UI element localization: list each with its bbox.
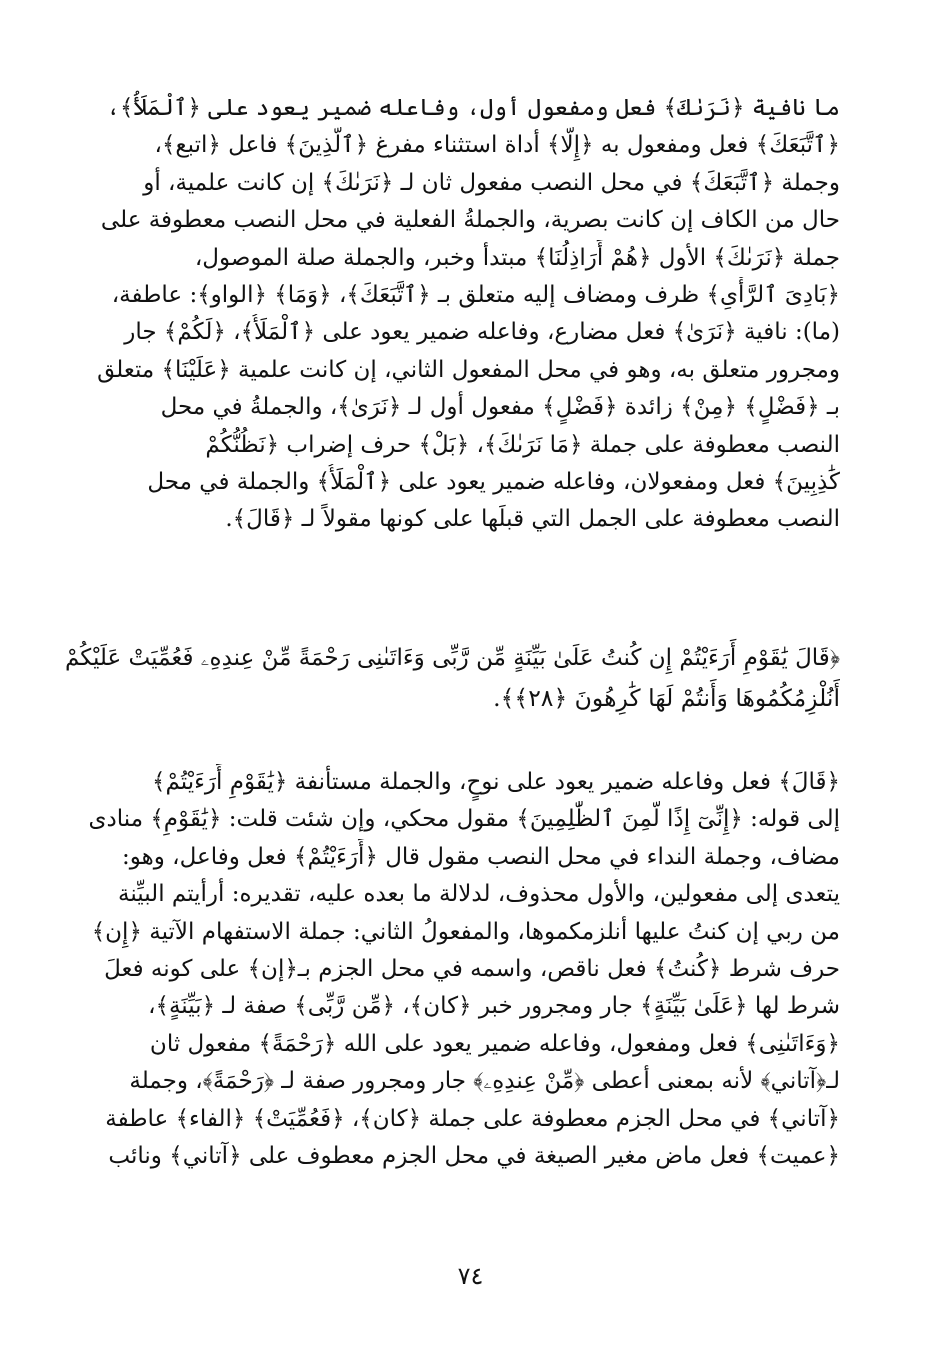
page-number: ٧٤ [457,1262,484,1290]
paragraph-parsing-2 [64,764,840,1175]
text-line: مضاف، وجملة النداء في محل النصب مقول قال ﴿أَرَءَيْتُمْ﴾ فعل وفاعل، وهو: [122,843,840,870]
text-line: ما نافية ﴿نَرَىٰكَ﴾ فعل ومفعول أول، وفاعله ضمير يعود على ﴿ٱلْمَلَأُ﴾، [106,95,840,121]
text-line: النصب معطوفة على جملة ﴿مَا نَرَىٰكَ﴾، ﴿بَلْ﴾ حرف إضراب ﴿نَظُنُّكُمْ [205,431,840,458]
verse-line: أَنُلْزِمُكُمُوهَا وَأَنتُمْ لَهَا كَٰرِهُونَ ﴿٢٨﴾﴾. [493,684,840,712]
quran-verse [64,638,840,718]
text-line: من ربي إن كنتُ عليها أنلزمكموها، والمفعولُ الثاني: جملة الاستفهام الآتية ﴿إِن﴾ [91,918,840,945]
text-line: شرط لها ﴿عَلَىٰ بَيِّنَةٍ﴾ جار ومجرور خبر ﴿كان﴾، ﴿مِّن رَّبِّى﴾ صفة لـ ﴿بَيِّنَةٍ﴾، [148,993,840,1020]
text-line: ﴿آتاني﴾ في محل الجزم معطوفة على جملة ﴿كان﴾، ﴿فَعُمِّيَتْ﴾ ﴿الفاء﴾ عاطفة [105,1105,840,1132]
text-line: إلى قوله: ﴿إِنِّىٓ إِذًا لَّمِنَ ٱلظَّٰلِمِينَ﴾ مقول محكي، وإن شئت قلت: ﴿يَٰقَوْمِ﴾ منادى [88,806,840,833]
text-line: يتعدى إلى مفعولين، والأول محذوف، لدلالة ما بعده عليه، تقديره: أرأيتم البيِّنة [118,881,840,908]
text-line: حرف شرط ﴿كُنتُ﴾ فعل ناقص، واسمه في محل الجزم بـ﴿إن﴾ على كونه فعلَ [104,956,840,983]
text-line: ﴿بَادِىَ ٱلرَّأْىِ﴾ ظرف ومضاف إليه متعلق بـ ﴿ٱتَّبَعَكَ﴾، ﴿وَمَا﴾ ﴿الواو﴾: عاطفة، [111,282,840,309]
text-line: حال من الكاف إن كانت بصرية، والجملةُ الفعلية في محل النصب معطوفة على [100,207,840,234]
text-line: ﴿وَءَاتَىٰنِى﴾ فعل ومفعول، وفاعله ضمير يعود على الله ﴿رَحْمَةً﴾ مفعول ثان [149,1030,840,1057]
text-line: ومجرور متعلق به، وهو في محل المفعول الثاني، إن كانت علمية ﴿عَلَيْنَا﴾ متعلق [97,356,840,383]
verse-line: ﴿قَالَ يَٰقَوْمِ أَرَءَيْتُمْ إِن كُنتُ عَلَىٰ بَيِّنَةٍ مِّن رَّبِّى وَءَاتَىٰنِى رَحْمَةً مِّنْ عِندِهِۦ فَعُمِّيَتْ عَلَيْكُمْ [64,645,840,671]
text-line: وجملة ﴿ٱتَّبَعَكَ﴾ في محل النصب مفعول ثان لـ ﴿نَرَىٰكَ﴾ إن كانت علمية، أو [143,169,840,196]
text-line: كَٰذِبِينَ﴾ فعل ومفعولان، وفاعله ضمير يعود على ﴿ٱلْمَلَأُ﴾ والجملة في محل [147,469,840,496]
text-line: ﴿قَالَ﴾ فعل وفاعله ضمير يعود على نوحٍ، والجملة مستأنفة ﴿يَٰقَوْمِ أَرَءَيْتُمْ﴾ [151,769,840,795]
text-line: بـ ﴿فَضْلٍ﴾ ﴿مِنْ﴾ زائدة ﴿فَضْلٍ﴾ مفعول أول لـ ﴿نَرَىٰ﴾، والجملةُ في محل [160,394,840,421]
text-line: ﴿ٱتَّبَعَكَ﴾ فعل ومفعول به ﴿إِلَّا﴾ أداة استثناء مفرغ ﴿ٱلَّذِينَ﴾ فاعل ﴿اتبع﴾، [154,132,840,159]
text-line: النصب معطوفة على الجمل التي قبلَها على كونها مقولاً لـ ﴿قَالَ﴾. [225,506,840,533]
paragraph-parsing-1 [64,90,840,539]
text-line: ﴿عميت﴾ فعل ماض مغير الصيغة في محل الجزم معطوف على ﴿آتاني﴾ ونائب [108,1143,840,1170]
text-line: (ما): نافية ﴿نَرَىٰ﴾ فعل مضارع، وفاعله ضمير يعود على ﴿ٱلْمَلَأُ﴾، ﴿لَكُمْ﴾ جار [124,319,840,346]
text-line: جملة ﴿نَرَىٰكَ﴾ الأول ﴿هُمْ أَرَاذِلُنَا﴾ مبتدأ وخبر، والجملة صلة الموصول، [194,244,840,271]
text-line: لـ﴿آتاني﴾ لأنه بمعنى أعطى ﴿مِّنْ عِندِهِۦ﴾ جار ومجرور صفة لـ ﴿رَحْمَةً﴾، وجملة [129,1068,840,1095]
